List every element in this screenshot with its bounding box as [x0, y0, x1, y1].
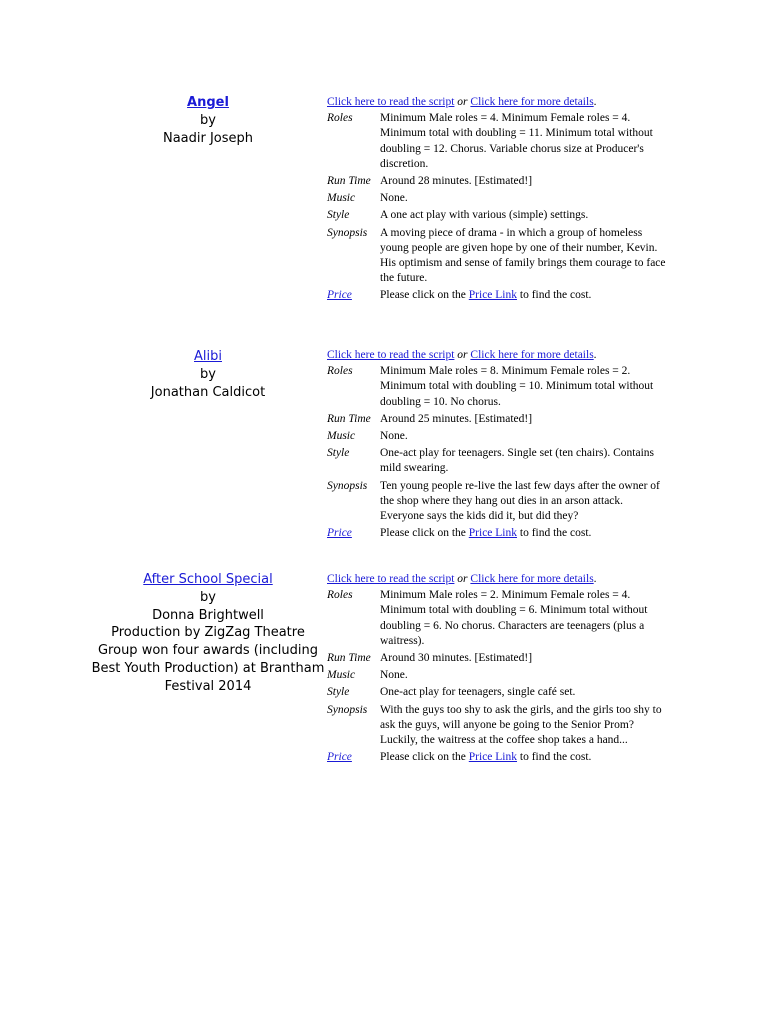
play-header: [90, 571, 326, 696]
style-label: Style: [327, 686, 350, 699]
price-label-link[interactable]: Price: [327, 751, 352, 764]
by-label: by: [200, 366, 216, 382]
music-label: Music: [327, 669, 356, 682]
style-label: Style: [327, 447, 350, 460]
price-value: Please click on the Price Link to find the cost.: [380, 289, 592, 302]
roles-value: Minimum Male roles = 8. Minimum Female roles = 2. Minimum total with doubling = 10. Minimum total without doubling = 10. No chorus.: [380, 365, 654, 408]
style-label: Style: [327, 209, 350, 222]
synopsis-label: Synopsis: [327, 703, 368, 716]
read-script-link[interactable]: Click here to read the script: [327, 573, 455, 585]
style-value: One-act play for teenagers. Single set (ten chairs). Contains mild swearing.: [380, 447, 654, 475]
play-title-link[interactable]: After School Special: [143, 572, 273, 587]
runtime-value: Around 30 minutes. [Estimated!]: [380, 652, 533, 665]
roles-value: Minimum Male roles = 2. Minimum Female roles = 4. Minimum total with doubling = 6. Minimum total without doubling = 6. No chorus. Characters are teenagers (plus a waitress).: [380, 589, 648, 647]
roles-value: Minimum Male roles = 4. Minimum Female roles = 4. Minimum total with doubling = 11. Minimum total without doubling = 12. Chorus. Variable chorus size at Producer's discretion.: [380, 112, 653, 170]
read-script-link[interactable]: Click here to read the script: [327, 96, 455, 108]
roles-label: Roles: [327, 589, 353, 602]
style-value: A one act play with various (simple) settings.: [380, 209, 589, 222]
play-details: Click here to read the script or Click here for more details. Roles Minimum Male roles = 4. Minimum Female roles = 4. Minimum total with doubling = 11. Minimum total without doubling = 12. Chorus. Variable chorus size at Producer's discretion. Run Time Around 28 minutes. [Estimated!] Music None. Style A one act play with various (simple) settings. Synopsis A moving piece of drama - in which a group of homeless young people are given hope by one of their number, Kevin. His optimism and sense of family brings them courage to face the future. Price Please click on the Price Link to find the cost.: [327, 95, 672, 304]
synopsis-value: With the guys too shy to ask the girls, and the girls too shy to ask the guys, will anyone be going to the Senior Prom? Luckily, the waitress at the coffee shop takes a hand...: [380, 703, 662, 747]
roles-label: Roles: [327, 112, 353, 125]
more-details-link[interactable]: Click here for more details: [470, 573, 594, 585]
play-award-note: Production by ZigZag Theatre Group won four awards (including Best Youth Production) at Brantham Festival 2014: [91, 625, 325, 694]
price-link[interactable]: Price Link: [468, 527, 518, 540]
play-details: Click here to read the script or Click here for more details. Roles Minimum Male roles = 8. Minimum Female roles = 2. Minimum total with doubling = 10. Minimum total without doubling = 10. No chorus. Run Time Around 25 minutes. [Estimated!] Music None. Style One-act play for teenagers. Single set (ten chairs). Contains mild swearing. Synopsis Ten young people re-live the last few days after the owner of the shop where they hang out dies in an arson attack. Everyone says the kids did it, but did they? Price Please click on the Price Link to find the cost.: [327, 348, 672, 541]
synopsis-value: Ten young people re-live the last few days after the owner of the shop where they hang out dies in an arson attack. Everyone says the kids did it, but did they?: [380, 479, 660, 523]
roles-label: Roles: [327, 365, 353, 378]
by-label: by: [200, 112, 216, 128]
play-author: Donna Brightwell: [152, 607, 264, 623]
price-link[interactable]: Price Link: [468, 751, 518, 764]
runtime-label: Run Time: [327, 412, 371, 425]
runtime-label: Run Time: [327, 175, 371, 188]
synopsis-label: Synopsis: [327, 226, 368, 239]
runtime-value: Around 28 minutes. [Estimated!]: [380, 175, 533, 188]
synopsis-label: Synopsis: [327, 479, 368, 492]
music-value: None.: [380, 669, 408, 682]
or-text: or: [457, 349, 468, 361]
music-value: None.: [380, 430, 408, 443]
music-label: Music: [327, 192, 356, 205]
read-script-link[interactable]: Click here to read the script: [327, 349, 455, 361]
play-header: [90, 348, 326, 401]
price-link[interactable]: Price Link: [468, 289, 518, 302]
style-value: One-act play for teenagers, single café set.: [380, 686, 576, 699]
play-title-link[interactable]: Alibi: [194, 349, 222, 364]
price-value: Please click on the Price Link to find the cost.: [380, 751, 592, 764]
music-label: Music: [327, 430, 356, 443]
play-title-link[interactable]: Angel: [187, 95, 229, 110]
more-details-link[interactable]: Click here for more details: [470, 349, 594, 361]
play-details: Click here to read the script or Click here for more details. Roles Minimum Male roles = 2. Minimum Female roles = 4. Minimum total with doubling = 6. Minimum total without doubling = 6. No chorus. Characters are teenagers (plus a waitress). Run Time Around 30 minutes. [Estimated!] Music None. Style One-act play for teenagers, single café set. Synopsis With the guys too shy to ask the girls, and the girls too shy to ask the guys, will anyone be going to the Senior Prom? Luckily, the waitress at the coffee shop takes a hand... Price Please click on the Price Link to find the cost.: [327, 572, 672, 765]
by-label: by: [200, 589, 216, 605]
or-text: or: [457, 96, 468, 108]
play-author: Naadir Joseph: [162, 130, 254, 146]
runtime-value: Around 25 minutes. [Estimated!]: [380, 412, 533, 425]
music-value: None.: [380, 192, 408, 205]
more-details-link[interactable]: Click here for more details: [470, 96, 594, 108]
play-author: Jonathan Caldicot: [150, 384, 266, 400]
runtime-label: Run Time: [327, 652, 371, 665]
price-value: Please click on the Price Link to find the cost.: [380, 527, 592, 540]
or-text: or: [457, 573, 468, 585]
play-header: [90, 94, 326, 147]
synopsis-value: A moving piece of drama - in which a group of homeless young people are given hope by one of their number, Kevin. His optimism and sense of family brings them courage to face the future.: [380, 226, 666, 285]
price-label-link[interactable]: Price: [327, 289, 352, 302]
price-label-link[interactable]: Price: [327, 527, 352, 540]
